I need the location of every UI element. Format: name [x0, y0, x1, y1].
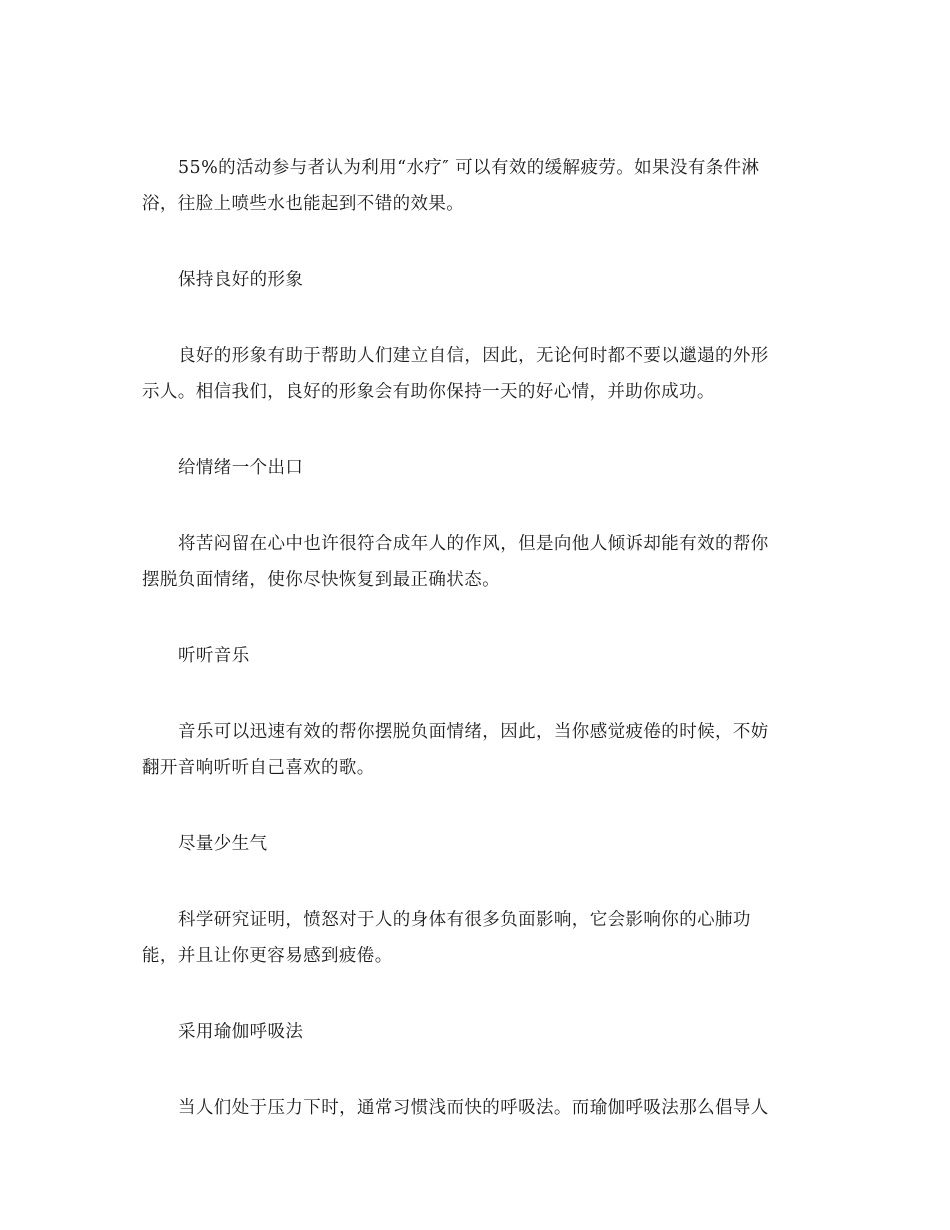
heading-emotion-outlet: 给情绪一个出口 — [178, 458, 304, 478]
heading-good-image: 保持良好的形象 — [178, 270, 304, 290]
paragraph-yoga-breathing: 当人们处于压力下时，通常习惯浅而快的呼吸法。而瑜伽呼吸法那么倡导人 — [178, 1098, 769, 1118]
paragraph-good-image: 良好的形象有助于帮助人们建立自信，因此，无论何时都不要以邋遢的外形 示人。相信我们，良好的形象会有助你保持一天的好心情，并助你成功。 — [142, 346, 769, 402]
paragraph-emotion-outlet: 将苦闷留在心中也许很符合成年人的作风，但是向他人倾诉却能有效的帮你 摆脱负面情绪，使你尽快恢复到最正确状态。 — [142, 534, 769, 590]
heading-listen-music: 听听音乐 — [178, 646, 250, 666]
heading-yoga-breathing: 采用瑜伽呼吸法 — [178, 1022, 304, 1042]
paragraph-water-therapy: 55%的活动参与者认为利用“水疗″ 可以有效的缓解疲劳。如果没有条件淋 浴，往脸上喷些水也能起到不错的效果。 — [142, 158, 760, 214]
paragraph-less-anger: 科学研究证明，愤怒对于人的身体有很多负面影响，它会影响你的心肺功 能，并且让你更容易感到疲倦。 — [142, 910, 751, 966]
heading-less-anger: 尽量少生气 — [178, 834, 268, 854]
document-page — [142, 150, 802, 1166]
paragraph-listen-music: 音乐可以迅速有效的帮你摆脱负面情绪，因此，当你感觉疲倦的时候，不妨 翻开音响听听自己喜欢的歌。 — [142, 722, 769, 778]
